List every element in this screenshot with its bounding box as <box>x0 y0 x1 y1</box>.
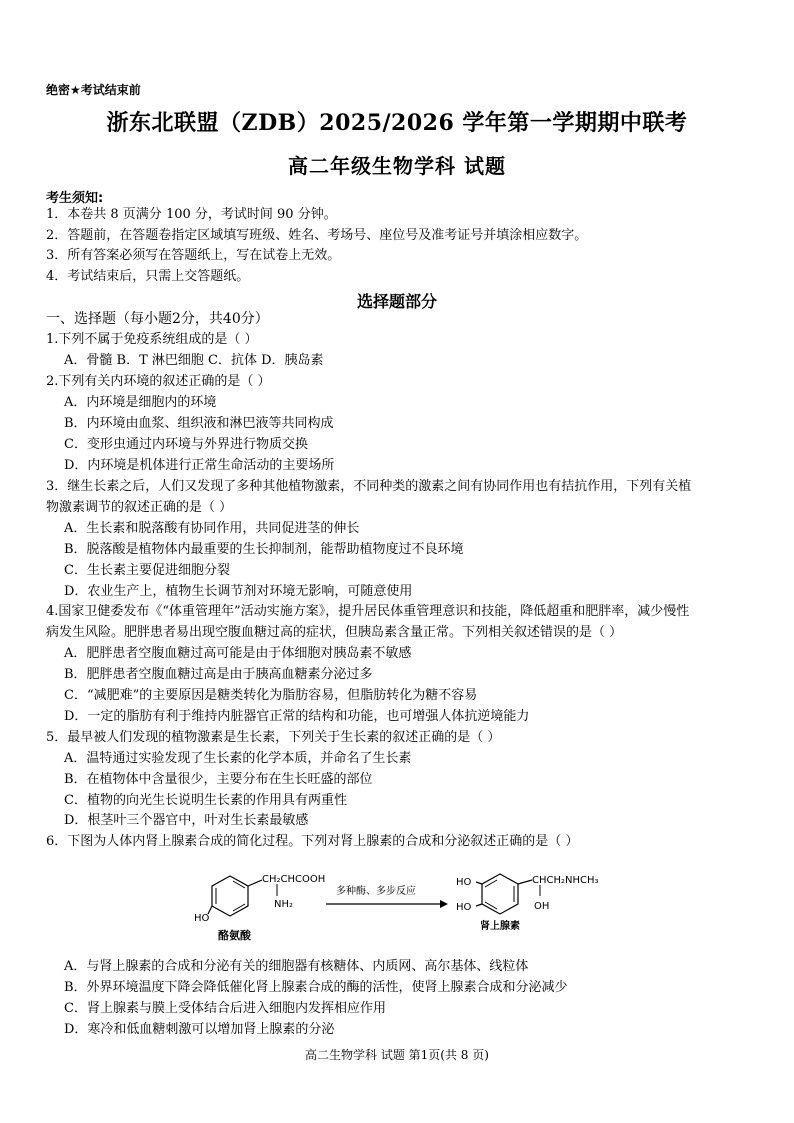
tyrosine-structure <box>194 874 325 942</box>
adrenaline-name: 肾上腺素 <box>480 921 520 932</box>
question-option: D．农业生产上，植物生长调节剂对环境无影响，可随意使用 <box>64 584 413 599</box>
adrenaline-ho-top: HO <box>456 877 472 888</box>
question-option: D．一定的脂肪有利于维持内脏器官正常的结构和功能，也可增强人体抗逆境能力 <box>64 709 530 724</box>
question-stem-cont: 物激素调节的叙述正确的是（ ） <box>46 500 233 515</box>
question-option: C．生长素主要促进细胞分裂 <box>64 563 230 578</box>
question-option: B．内环境由血浆、组织液和淋巴液等共同构成 <box>64 416 334 431</box>
question-stem-cont: 病发生风险。肥胖患者易出现空腹血糖过高的症状，但胰岛素含量正常。下列相关叙述错误的是（ ） <box>46 625 623 640</box>
adrenaline-ho-bottom: HO <box>456 902 472 913</box>
tyrosine-name: 酪氨酸 <box>218 929 251 942</box>
question-option: B．肥胖患者空腹血糖过高是由于胰高血糖素分泌过多 <box>64 667 373 682</box>
notice-item: 2．答题前，在答题卷指定区域填写班级、姓名、考场号、座位号及准考证号并填涂相应数字。 <box>46 228 588 243</box>
notice-heading: 考生须知: <box>46 191 104 206</box>
tyrosine-amine: NH₂ <box>274 899 294 910</box>
arrow-label: 多种酶、多步反应 <box>336 886 416 897</box>
notice-item: 1．本卷共 8 页满分 100 分，考试时间 90 分钟。 <box>46 207 337 222</box>
question-stem: 5．最早被人们发现的植物激素是生长素，下列关于生长素的叙述正确的是（ ） <box>46 730 501 745</box>
adrenaline-synthesis-diagram <box>194 866 620 946</box>
question-option: B．外界环境温度下降会降低催化肾上腺素合成的酶的活性，使肾上腺素合成和分泌减少 <box>64 980 568 995</box>
question-option: A．温特通过实验发现了生长素的化学本质，并命名了生长素 <box>64 751 412 766</box>
question-option: D．内环境是机体进行正常生命活动的主要场所 <box>64 458 335 473</box>
question-option: B．在植物体中含量很少，主要分布在生长旺盛的部位 <box>64 772 373 787</box>
question-option: A．与肾上腺素的合成和分泌有关的细胞器有核糖体、内质网、高尔基体、线粒体 <box>64 959 529 974</box>
page-footer: 高二生物学科 试题 第1页(共 8 页) <box>305 1048 489 1062</box>
question-stem: 4.国家卫健委发布《“体重管理年”活动实施方案》，提升居民体重管理意识和技能，降低超重和肥胖率，减少慢性 <box>46 604 690 619</box>
reaction-arrow <box>326 884 448 908</box>
adrenaline-structure <box>456 874 599 932</box>
adrenaline-oh: OH <box>534 901 550 912</box>
notice-item: 3．所有答案必须写在答题纸上，写在试卷上无效。 <box>46 248 341 263</box>
secret-label: 绝密★考试结束前 <box>46 83 141 97</box>
page-title: 浙东北联盟（ZDB）2025/2026 学年第一学期期中联考 <box>106 110 688 136</box>
question-option: C．“减肥难”的主要原因是糖类转化为脂肪容易，但脂肪转化为糖不容易 <box>64 688 478 703</box>
question-stem: 1.下列不属于免疫系统组成的是（ ） <box>46 332 258 347</box>
question-option: A．骨髓 B．T 淋巴细胞 C．抗体 D．胰岛素 <box>64 353 324 368</box>
question-option: A．肥胖患者空腹血糖过高可能是由于体细胞对胰岛素不敏感 <box>64 646 412 661</box>
section-title: 选择题部分 <box>356 292 437 311</box>
question-option: C．植物的向光生长说明生长素的作用具有两重性 <box>64 793 347 808</box>
notice-item: 4．考试结束后，只需上交答题纸。 <box>46 269 250 284</box>
question-option: B．脱落酸是植物体内最重要的生长抑制剂，能帮助植物度过不良环境 <box>64 542 464 557</box>
question-option: C．变形虫通过内环境与外界进行物质交换 <box>64 437 308 452</box>
question-stem: 6．下图为人体内肾上腺素合成的简化过程。下列对肾上腺素的合成和分泌叙述正确的是（ ） <box>46 834 579 849</box>
adrenaline-side-chain: CHCH₂NHCH₃ <box>532 875 599 886</box>
question-stem: 2.下列有关内环境的叙述正确的是（ ） <box>46 374 271 389</box>
question-option: C．肾上腺素与膜上受体结合后进入细胞内发挥相应作用 <box>64 1001 386 1016</box>
tyrosine-ho: HO <box>194 913 210 924</box>
page-subtitle: 高二年级生物学科 试题 <box>288 154 506 178</box>
question-option: A．内环境是细胞内的环境 <box>64 395 217 410</box>
tyrosine-side-chain: CH₂CHCOOH <box>262 874 326 885</box>
question-option: A．生长素和脱落酸有协同作用，共同促进茎的伸长 <box>64 521 360 536</box>
part-label: 一、选择题（每小题2分，共40分） <box>46 311 269 327</box>
question-option: D．寒冷和低血糖刺激可以增加肾上腺素的分泌 <box>64 1022 335 1037</box>
question-option: D．根茎叶三个器官中，叶对生长素最敏感 <box>64 813 309 828</box>
question-stem: 3．继生长素之后，人们又发现了多种其他植物激素，不同种类的激素之间有协同作用也有拮抗作用，下列有关植 <box>46 479 692 494</box>
